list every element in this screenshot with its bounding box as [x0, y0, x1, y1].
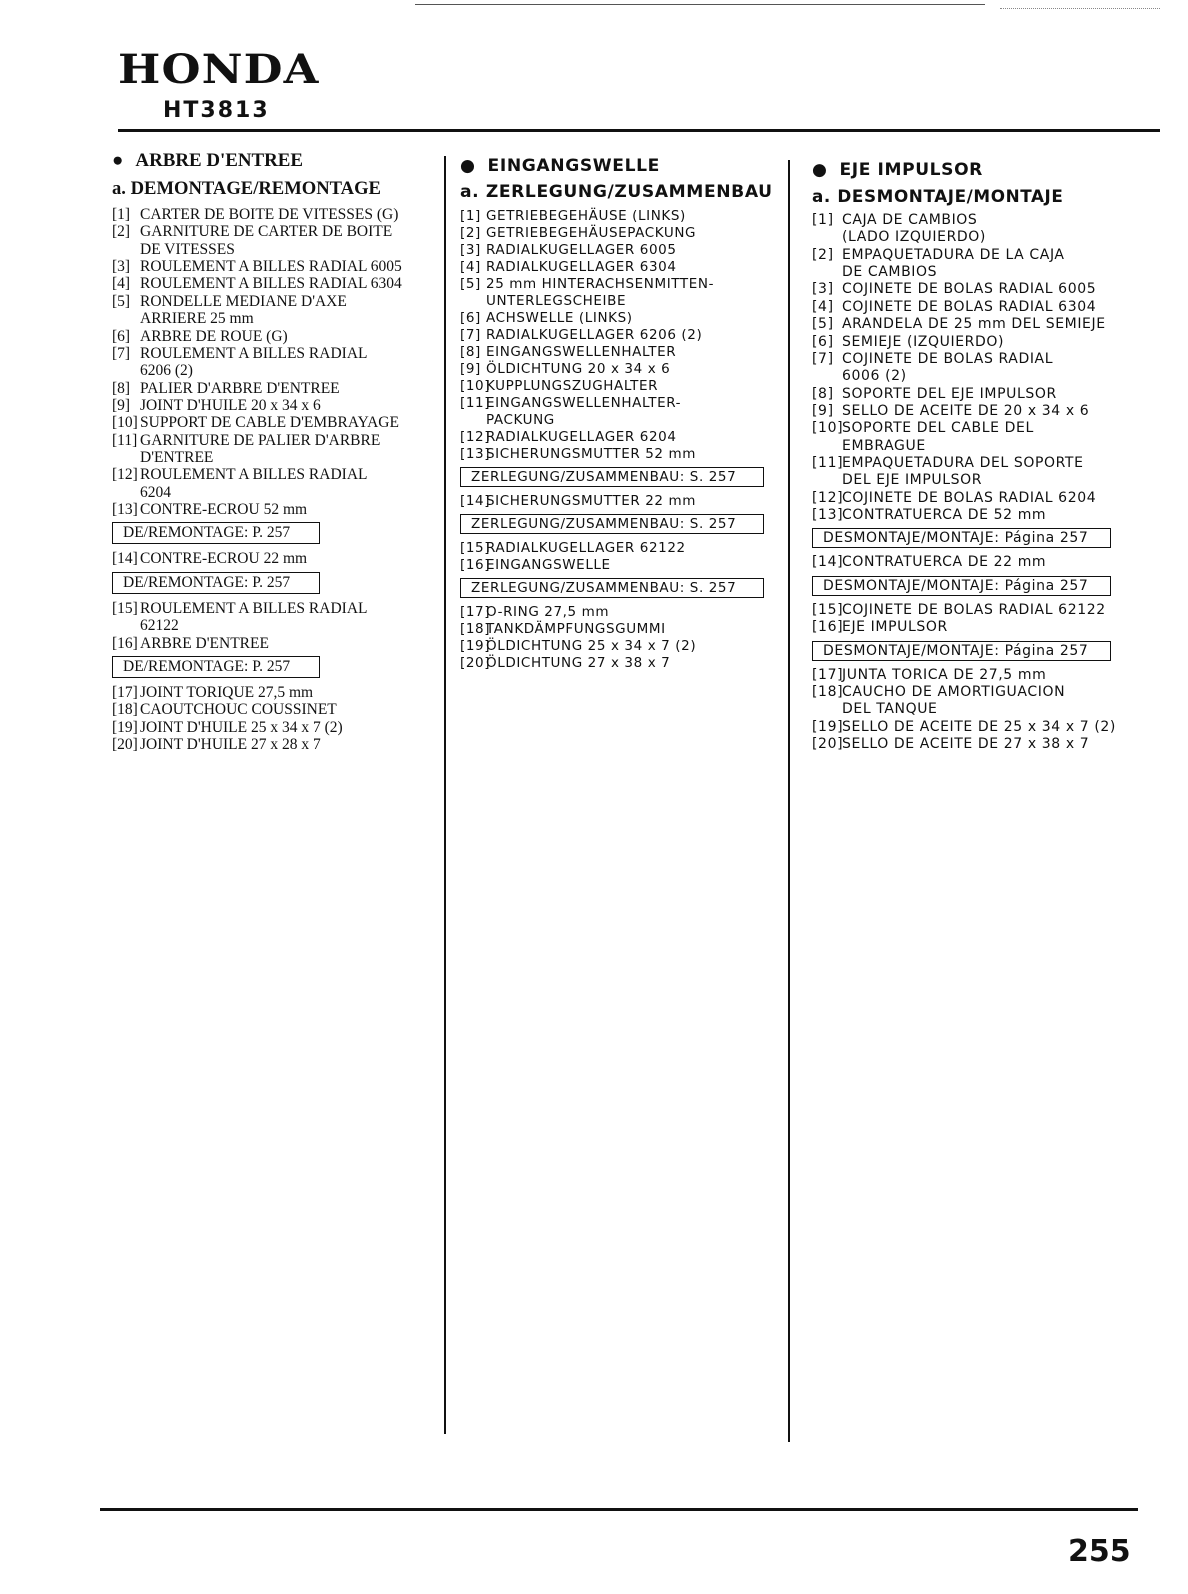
- part-item: [812, 420, 1152, 455]
- parts-list: [812, 212, 1152, 753]
- part-description: COJINETE DE BOLAS RADIAL 6304: [842, 298, 1097, 315]
- part-item: [112, 258, 437, 275]
- part-item: [812, 351, 1152, 386]
- section-title: ● EJE IMPULSOR: [812, 160, 983, 180]
- part-number: [10]: [812, 420, 844, 437]
- part-item: [812, 490, 1152, 507]
- part-number: [17]: [460, 604, 491, 620]
- part-number: [11]: [812, 455, 844, 472]
- part-item: [812, 602, 1152, 619]
- part-description: RADIALKUGELLAGER 6206 (2): [486, 327, 703, 343]
- part-description: COJINETE DE BOLAS RADIAL 6006 (2): [842, 350, 1054, 385]
- part-item: [812, 316, 1152, 333]
- page-reference-box: DESMONTAJE/MONTAJE: Página 257: [812, 641, 1111, 661]
- part-description: CARTER DE BOITE DE VITESSES (G): [140, 206, 399, 223]
- part-description: SUPPORT DE CABLE D'EMBRAYAGE: [140, 414, 399, 432]
- part-description: EINGANGSWELLE: [486, 557, 611, 573]
- part-description: ROULEMENT A BILLES RADIAL 62122: [140, 599, 368, 635]
- part-description: COJINETE DE BOLAS RADIAL 62122: [842, 601, 1106, 618]
- part-description: 25 mm HINTERACHSENMITTEN- UNTERLEGSCHEIBE: [486, 276, 715, 309]
- part-description: SOPORTE DEL CABLE DEL EMBRAGUE: [842, 420, 1034, 454]
- part-description: SOPORTE DEL EJE IMPULSOR: [842, 385, 1057, 402]
- part-item: [460, 242, 775, 259]
- part-item: [460, 655, 775, 672]
- part-number: [7]: [812, 350, 834, 367]
- part-description: CAJA DE CAMBIOS (LADO IZQUIERDO): [842, 212, 986, 246]
- part-item: [460, 361, 775, 378]
- part-description: ACHSWELLE (LINKS): [486, 310, 633, 326]
- part-item: [812, 554, 1152, 571]
- part-number: [20]: [460, 655, 491, 671]
- part-description: ÖLDICHTUNG 20 x 34 x 6: [486, 361, 671, 377]
- part-description: RONDELLE MEDIANE D'AXE ARRIERE 25 mm: [140, 292, 347, 328]
- part-number: [2]: [112, 223, 131, 241]
- part-description: CONTRATUERCA DE 22 mm: [842, 554, 1047, 571]
- part-description: GARNITURE DE PALIER D'ARBRE D'ENTREE: [140, 431, 381, 467]
- part-description: SELLO DE ACEITE DE 27 x 38 x 7: [842, 735, 1090, 752]
- part-number: [6]: [812, 333, 834, 350]
- part-description: JOINT D'HUILE 20 x 34 x 6: [140, 396, 321, 414]
- part-number: [14]: [112, 550, 138, 568]
- part-item: [812, 386, 1152, 403]
- part-item: [812, 403, 1152, 420]
- part-number: [12]: [460, 429, 491, 445]
- part-description: KUPPLUNGSZUGHALTER: [486, 378, 659, 394]
- part-number: [20]: [112, 735, 138, 753]
- part-number: [5]: [812, 316, 834, 333]
- header-rule: [118, 129, 1160, 132]
- part-item: [112, 684, 437, 701]
- part-item: [812, 736, 1152, 753]
- part-number: [10]: [112, 414, 138, 432]
- part-number: [11]: [112, 431, 138, 449]
- part-number: [8]: [812, 385, 834, 402]
- part-description: CAUCHO DE AMORTIGUACION DEL TANQUE: [842, 683, 1066, 718]
- page-reference-box: DE/REMONTAGE: P. 257: [112, 656, 320, 678]
- page-reference-box: ZERLEGUNG/ZUSAMMENBAU: S. 257: [460, 514, 764, 534]
- part-number: [20]: [812, 735, 844, 752]
- part-item: [112, 206, 437, 223]
- part-number: [19]: [460, 638, 491, 654]
- part-number: [7]: [460, 327, 481, 343]
- part-item: [812, 299, 1152, 316]
- part-description: EINGANGSWELLENHALTER- PACKUNG: [486, 395, 682, 428]
- part-number: [11]: [460, 395, 491, 411]
- part-item: [112, 501, 437, 518]
- part-number: [4]: [812, 298, 834, 315]
- column-divider-right: [788, 160, 790, 1442]
- part-description: EJE IMPULSOR: [842, 619, 948, 636]
- top-rule-dotted: [1000, 8, 1160, 9]
- part-item: [460, 208, 775, 225]
- part-item: [112, 635, 437, 652]
- part-description: GETRIEBEGEHÄUSE (LINKS): [486, 208, 686, 224]
- part-description: RADIALKUGELLAGER 6005: [486, 242, 677, 258]
- part-number: [2]: [460, 225, 481, 241]
- section-title: ● EINGANGSWELLE: [460, 156, 660, 176]
- part-description: JOINT TORIQUE 27,5 mm: [140, 683, 314, 701]
- part-number: [15]: [460, 540, 491, 556]
- bullet-icon: ●: [812, 160, 828, 180]
- part-number: [3]: [812, 281, 834, 298]
- part-number: [3]: [460, 242, 481, 258]
- part-description: ROULEMENT A BILLES RADIAL 6204: [140, 466, 368, 501]
- part-number: [18]: [460, 621, 491, 637]
- page-number: 255: [1068, 1534, 1131, 1569]
- part-description: ARBRE D'ENTREE: [140, 634, 269, 652]
- part-number: [15]: [812, 601, 844, 618]
- part-item: [460, 540, 775, 557]
- part-description: ROULEMENT A BILLES RADIAL 6005: [140, 258, 402, 276]
- part-item: [460, 638, 775, 655]
- part-description: JOINT D'HUILE 25 x 34 x 7 (2): [140, 718, 343, 736]
- part-description: ROULEMENT A BILLES RADIAL 6304: [140, 275, 402, 293]
- part-item: [112, 600, 437, 635]
- part-number: [18]: [812, 683, 844, 700]
- column-french: [112, 150, 437, 753]
- part-number: [18]: [112, 701, 138, 719]
- part-number: [7]: [112, 344, 131, 362]
- part-item: [460, 378, 775, 395]
- part-description: ÖLDICHTUNG 25 x 34 x 7 (2): [486, 638, 697, 654]
- top-rule: [415, 4, 985, 5]
- part-number: [16]: [460, 557, 491, 573]
- part-number: [17]: [112, 683, 138, 701]
- part-item: [112, 397, 437, 414]
- part-description: CAOUTCHOUC COUSSINET: [140, 701, 337, 719]
- subsection-title: a. DEMONTAGE/REMONTAGE: [112, 178, 381, 199]
- column-german: [460, 156, 775, 672]
- part-description: RADIALKUGELLAGER 6204: [486, 429, 677, 445]
- part-description: RADIALKUGELLAGER 62122: [486, 540, 686, 556]
- part-number: [10]: [460, 378, 491, 394]
- model-number: HT3813: [163, 98, 270, 123]
- part-number: [16]: [112, 634, 138, 652]
- part-number: [12]: [812, 489, 844, 506]
- page-reference-box: DE/REMONTAGE: P. 257: [112, 522, 320, 544]
- parts-list: [112, 206, 437, 753]
- part-number: [2]: [812, 246, 834, 263]
- part-number: [6]: [112, 327, 131, 345]
- part-description: COJINETE DE BOLAS RADIAL 6204: [842, 489, 1097, 506]
- part-item: [112, 380, 437, 397]
- page-reference-box: DESMONTAJE/MONTAJE: Página 257: [812, 576, 1111, 596]
- part-item: [460, 493, 775, 510]
- part-item: [812, 684, 1152, 719]
- part-number: [13]: [112, 501, 138, 519]
- part-item: [112, 328, 437, 345]
- part-number: [8]: [112, 379, 131, 397]
- column-divider-left: [444, 156, 446, 1434]
- part-description: ÖLDICHTUNG 27 x 38 x 7: [486, 655, 671, 671]
- part-number: [12]: [112, 466, 138, 484]
- honda-logo: HONDA: [118, 46, 320, 93]
- part-item: [460, 310, 775, 327]
- part-item: [460, 604, 775, 621]
- part-description: PALIER D'ARBRE D'ENTREE: [140, 379, 340, 397]
- part-item: [112, 223, 437, 258]
- part-item: [460, 276, 775, 310]
- part-description: CONTRATUERCA DE 52 mm: [842, 507, 1047, 524]
- subsection-title: a. DESMONTAJE/MONTAJE: [812, 186, 1064, 206]
- page-reference-box: ZERLEGUNG/ZUSAMMENBAU: S. 257: [460, 578, 764, 598]
- part-description: RADIALKUGELLAGER 6304: [486, 259, 677, 275]
- part-number: [9]: [460, 361, 481, 377]
- part-description: SICHERUNGSMUTTER 22 mm: [486, 493, 697, 509]
- part-item: [112, 719, 437, 736]
- part-description: CONTRE-ECROU 52 mm: [140, 501, 308, 519]
- part-item: [112, 466, 437, 501]
- part-item: [112, 293, 437, 328]
- part-description: SEMIEJE (IZQUIERDO): [842, 333, 1005, 350]
- part-number: [17]: [812, 666, 844, 683]
- part-description: GARNITURE DE CARTER DE BOITE DE VITESSES: [140, 223, 393, 258]
- page-reference-box: DE/REMONTAGE: P. 257: [112, 572, 320, 594]
- section-title: ● ARBRE D'ENTREE: [112, 150, 303, 171]
- part-number: [4]: [460, 259, 481, 275]
- part-description: CONTRE-ECROU 22 mm: [140, 550, 308, 568]
- part-item: [460, 259, 775, 276]
- part-number: [16]: [812, 619, 844, 636]
- part-description: GETRIEBEGEHÄUSEPACKUNG: [486, 225, 697, 241]
- bullet-icon: ●: [460, 156, 476, 176]
- part-number: [1]: [460, 208, 481, 224]
- part-description: ROULEMENT A BILLES RADIAL 6206 (2): [140, 344, 368, 380]
- part-item: [112, 275, 437, 292]
- part-number: [5]: [460, 276, 481, 292]
- part-number: [3]: [112, 258, 131, 276]
- subsection-title: a. ZERLEGUNG/ZUSAMMENBAU: [460, 182, 773, 202]
- part-number: [15]: [112, 599, 138, 617]
- part-item: [812, 619, 1152, 636]
- part-number: [19]: [812, 718, 844, 735]
- part-description: JUNTA TORICA DE 27,5 mm: [842, 666, 1047, 683]
- bullet-icon: ●: [112, 150, 124, 171]
- part-description: O-RING 27,5 mm: [486, 604, 610, 620]
- part-number: [4]: [112, 275, 131, 293]
- part-number: [13]: [460, 446, 491, 462]
- part-number: [1]: [112, 206, 131, 223]
- part-item: [112, 701, 437, 718]
- part-item: [812, 334, 1152, 351]
- part-description: TANKDÄMPFUNGSGUMMI: [486, 621, 666, 637]
- page-reference-box: ZERLEGUNG/ZUSAMMENBAU: S. 257: [460, 467, 764, 487]
- part-number: [1]: [812, 212, 834, 228]
- part-item: [460, 344, 775, 361]
- part-item: [812, 719, 1152, 736]
- part-description: SICHERUNGSMUTTER 52 mm: [486, 446, 697, 462]
- part-description: ARANDELA DE 25 mm DEL SEMIEJE: [842, 316, 1106, 333]
- part-item: [460, 446, 775, 463]
- part-item: [460, 557, 775, 574]
- part-number: [9]: [812, 402, 834, 419]
- part-item: [460, 225, 775, 242]
- part-item: [112, 414, 437, 431]
- page-reference-box: DESMONTAJE/MONTAJE: Página 257: [812, 528, 1111, 548]
- part-number: [14]: [460, 493, 491, 509]
- part-item: [812, 507, 1152, 524]
- part-item: [460, 327, 775, 344]
- part-item: [460, 621, 775, 638]
- part-description: SELLO DE ACEITE DE 20 x 34 x 6: [842, 402, 1090, 419]
- column-spanish: [812, 160, 1152, 753]
- part-item: [460, 395, 775, 429]
- part-item: [812, 455, 1152, 490]
- footer-rule: [100, 1508, 1138, 1511]
- part-number: [13]: [812, 507, 844, 524]
- part-description: COJINETE DE BOLAS RADIAL 6005: [842, 281, 1097, 298]
- part-number: [8]: [460, 344, 481, 360]
- part-item: [812, 212, 1152, 247]
- part-item: [812, 667, 1152, 684]
- part-item: [460, 429, 775, 446]
- part-number: [14]: [812, 554, 844, 571]
- part-item: [112, 432, 437, 467]
- part-number: [6]: [460, 310, 481, 326]
- part-item: [112, 345, 437, 380]
- part-description: EMPAQUETADURA DE LA CAJA DE CAMBIOS: [842, 246, 1065, 281]
- part-item: [112, 736, 437, 753]
- part-number: [5]: [112, 292, 131, 310]
- part-number: [19]: [112, 718, 138, 736]
- parts-list: [460, 208, 775, 672]
- part-number: [9]: [112, 396, 131, 414]
- part-item: [812, 247, 1152, 282]
- part-description: ARBRE DE ROUE (G): [140, 327, 288, 345]
- part-item: [812, 281, 1152, 298]
- part-description: JOINT D'HUILE 27 x 28 x 7: [140, 735, 321, 753]
- part-item: [112, 550, 437, 567]
- part-description: EMPAQUETADURA DEL SOPORTE DEL EJE IMPULSOR: [842, 455, 1084, 489]
- part-description: SELLO DE ACEITE DE 25 x 34 x 7 (2): [842, 718, 1116, 735]
- part-description: EINGANGSWELLENHALTER: [486, 344, 677, 360]
